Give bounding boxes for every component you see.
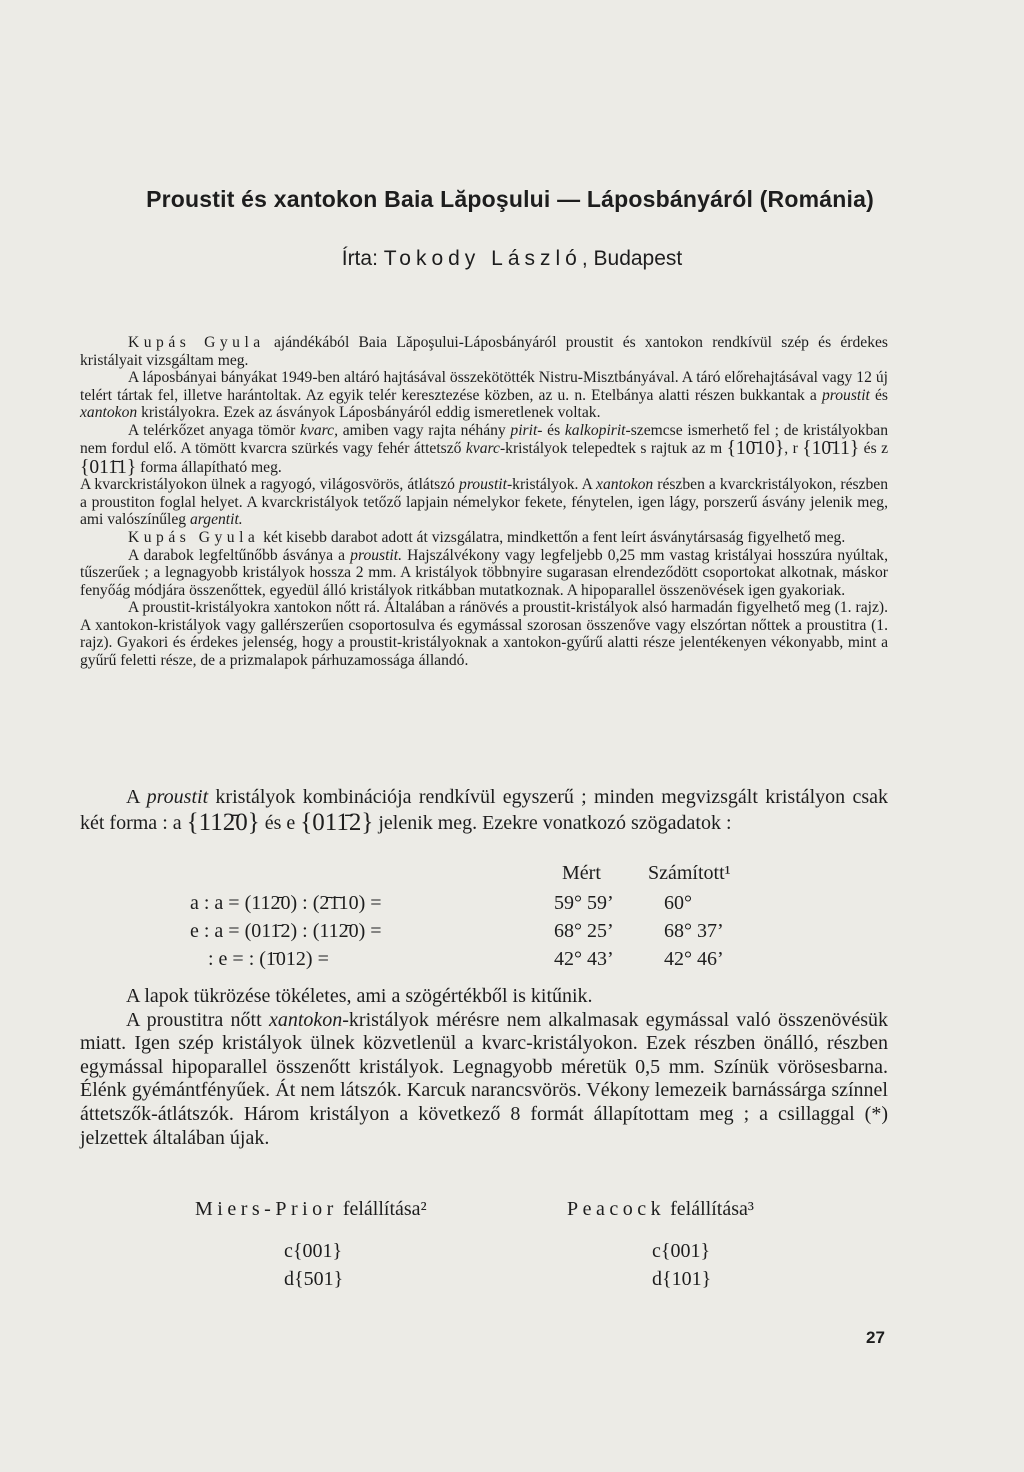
xantokon-section bbox=[80, 985, 888, 1150]
table-row-calculated: 68° 37’ bbox=[664, 920, 724, 942]
setup-heading-miers-prior: Miers-Prior felállítása² bbox=[195, 1198, 427, 1220]
table-row-measured: 42° 43’ bbox=[554, 948, 614, 970]
form-z: {011̄1} bbox=[80, 456, 137, 478]
paragraph-3: A telérkőzet anyaga tömör kvarc, amiben vagy rajta néhány pirit- és kalkopirit-szemcse ismerhető fel ; de kristályokban nem fordul elő. A tömött kvarcra szürkés vagy fehér áttetsző kvarc-kristályok telepedtek s rajtuk az m {10̄10}, r {10̄11} és z {011̄1} forma állapítható meg. bbox=[80, 421, 889, 478]
table-row-calculated: 60° bbox=[664, 892, 692, 914]
paragraph-7: A proustit-kristályokra xantokon nőtt rá. Általában a ránövés a proustit-kristályok alsó harmadán figyelhető meg (1. rajz). A xantokon-kristályok vagy gallérszerűen csoportosulva és egymással szorosan összenőve vagy elszórtan nőttek a proustitra (1. rajz). Gyakori és érdekes jelenség, hogy a proustit-kristályoknak a xantokon-gyűrű alatti része jelentékenyen vékonyabb, mint a gyűrű feletti része, de a prizmalapok párhuzamossága állandó. bbox=[80, 599, 888, 669]
form-r: {10̄11} bbox=[802, 438, 860, 460]
header-measured: Mért bbox=[562, 862, 601, 884]
setup-heading-peacock: Peacock felállítása³ bbox=[567, 1198, 754, 1220]
paragraph-5: Kupás Gyula két kisebb darabot adott át vizsgálatra, mindkettőn a fent leírt ásványtársaság figyelhető meg. bbox=[128, 529, 846, 547]
form-m: {10̄10} bbox=[726, 438, 785, 460]
byline-city: , Budapest bbox=[581, 247, 683, 270]
author-name: Tokody László bbox=[383, 247, 582, 270]
abstract-section bbox=[80, 334, 888, 669]
table-row-label: : e = : (1̄012) = bbox=[208, 948, 329, 970]
table-row-measured: 59° 59’ bbox=[554, 892, 614, 914]
paragraph-4: A kvarckristályokon ülnek a ragyogó, világosvörös, átlátszó proustit-kristályok. A xantokon részben a kvarckristályokon, részben a proustiton foglal helyet. A kvarckristályok tetőző lapjain némelykor fekete, fénytelen, igen lágy, porszerű ásvány jelenik meg, ami valószínűleg argentit. bbox=[80, 476, 888, 529]
page-number: 27 bbox=[866, 1328, 885, 1347]
form-a: {112̄0} bbox=[186, 808, 260, 836]
byline-prefix: Írta: bbox=[341, 247, 378, 270]
byline bbox=[0, 247, 1024, 271]
paragraph-reflection: A lapok tükrözése tökéletes, ami a szögértékből is kitűnik. bbox=[126, 985, 593, 1007]
paragraph-6: A darabok legfeltűnőbb ásványa a proustit. Hajszálvékony vagy legfeljebb 0,25 mm vastag kristályai hosszúra nyúltak, tűszerűek ; a legnagyobb kristályok hossza 2 mm. A kristályok többnyire sugarasan elrendeződött csoportokat alkotnak, máskor fenyőág módjára összenőttek, egyedül álló kristályok ritkábban mutatkoznak. A hipoparallel összenövések igen gyakoriak. bbox=[80, 546, 888, 599]
paragraph-1: Kupás Gyula ajándékából Baia Lăpoşului-Láposbányáról proustit és xantokon rendkívül szép és érdekes kristályait vizsgáltam meg. bbox=[80, 334, 888, 369]
paragraph-xantokon: A proustitra nőtt xantokon-kristályok mérésre nem alkalmasak egymással való összenövésük miatt. Igen szép kristályok ülnek közvetlenül a kvarc-kristályokon. Ezek részben önálló, részben egymással hipoparallel összenőtt kristályok. Legnagyobb méretük 0,5 mm. Színük vörösesbarna. Élénk gyémántfényűek. Át nem látszók. Karcuk narancsvörös. Vékony lemezeik barnássárga színnel áttetszők-átlátszók. Három kristályon a következő 8 formát állapítottam meg ; a csillaggal (*) jelzettek általában újak. bbox=[80, 1008, 889, 1149]
form-c-right: c{001} bbox=[652, 1240, 711, 1262]
header-calculated: Számított¹ bbox=[648, 862, 731, 884]
table-row-label: e : a = (011̄2) : (112̄0) = bbox=[190, 920, 382, 942]
table-row-measured: 68° 25’ bbox=[554, 920, 614, 942]
form-d-left: d{501} bbox=[284, 1268, 344, 1290]
table-row-label: a : a = (112̄0) : (2̄1̄10) = bbox=[190, 892, 382, 914]
table-row-calculated: 42° 46’ bbox=[664, 948, 724, 970]
form-e: {011̄2} bbox=[300, 808, 374, 836]
form-d-right: d{101} bbox=[652, 1268, 712, 1290]
crystal-intro: A proustit kristályok kombinációja rendkívül egyszerű ; minden megvizsgált kristályon csak két forma : a {112̄0} és e {011̄2} jelenik meg. Ezekre vonatkozó szögadatok : bbox=[80, 786, 889, 836]
form-c-left: c{001} bbox=[284, 1240, 343, 1262]
paragraph-2: A láposbányai bányákat 1949-ben altáró hajtásával összekötötték Nistru-Misztbányával. A táró előrehajtásával vagy 12 új telért tártak fel, illetve harántoltak. Az egyik telér keresztezése közben, az u. n. Etelbánya alatti részen bukkantak a proustit és xantokon kristályokra. Ezek az ásványok Láposbányáról eddig ismeretlenek voltak. bbox=[80, 369, 888, 422]
article-title: Proustit és xantokon Baia Lăpoşului — Láposbányáról (Románia) bbox=[146, 186, 874, 212]
